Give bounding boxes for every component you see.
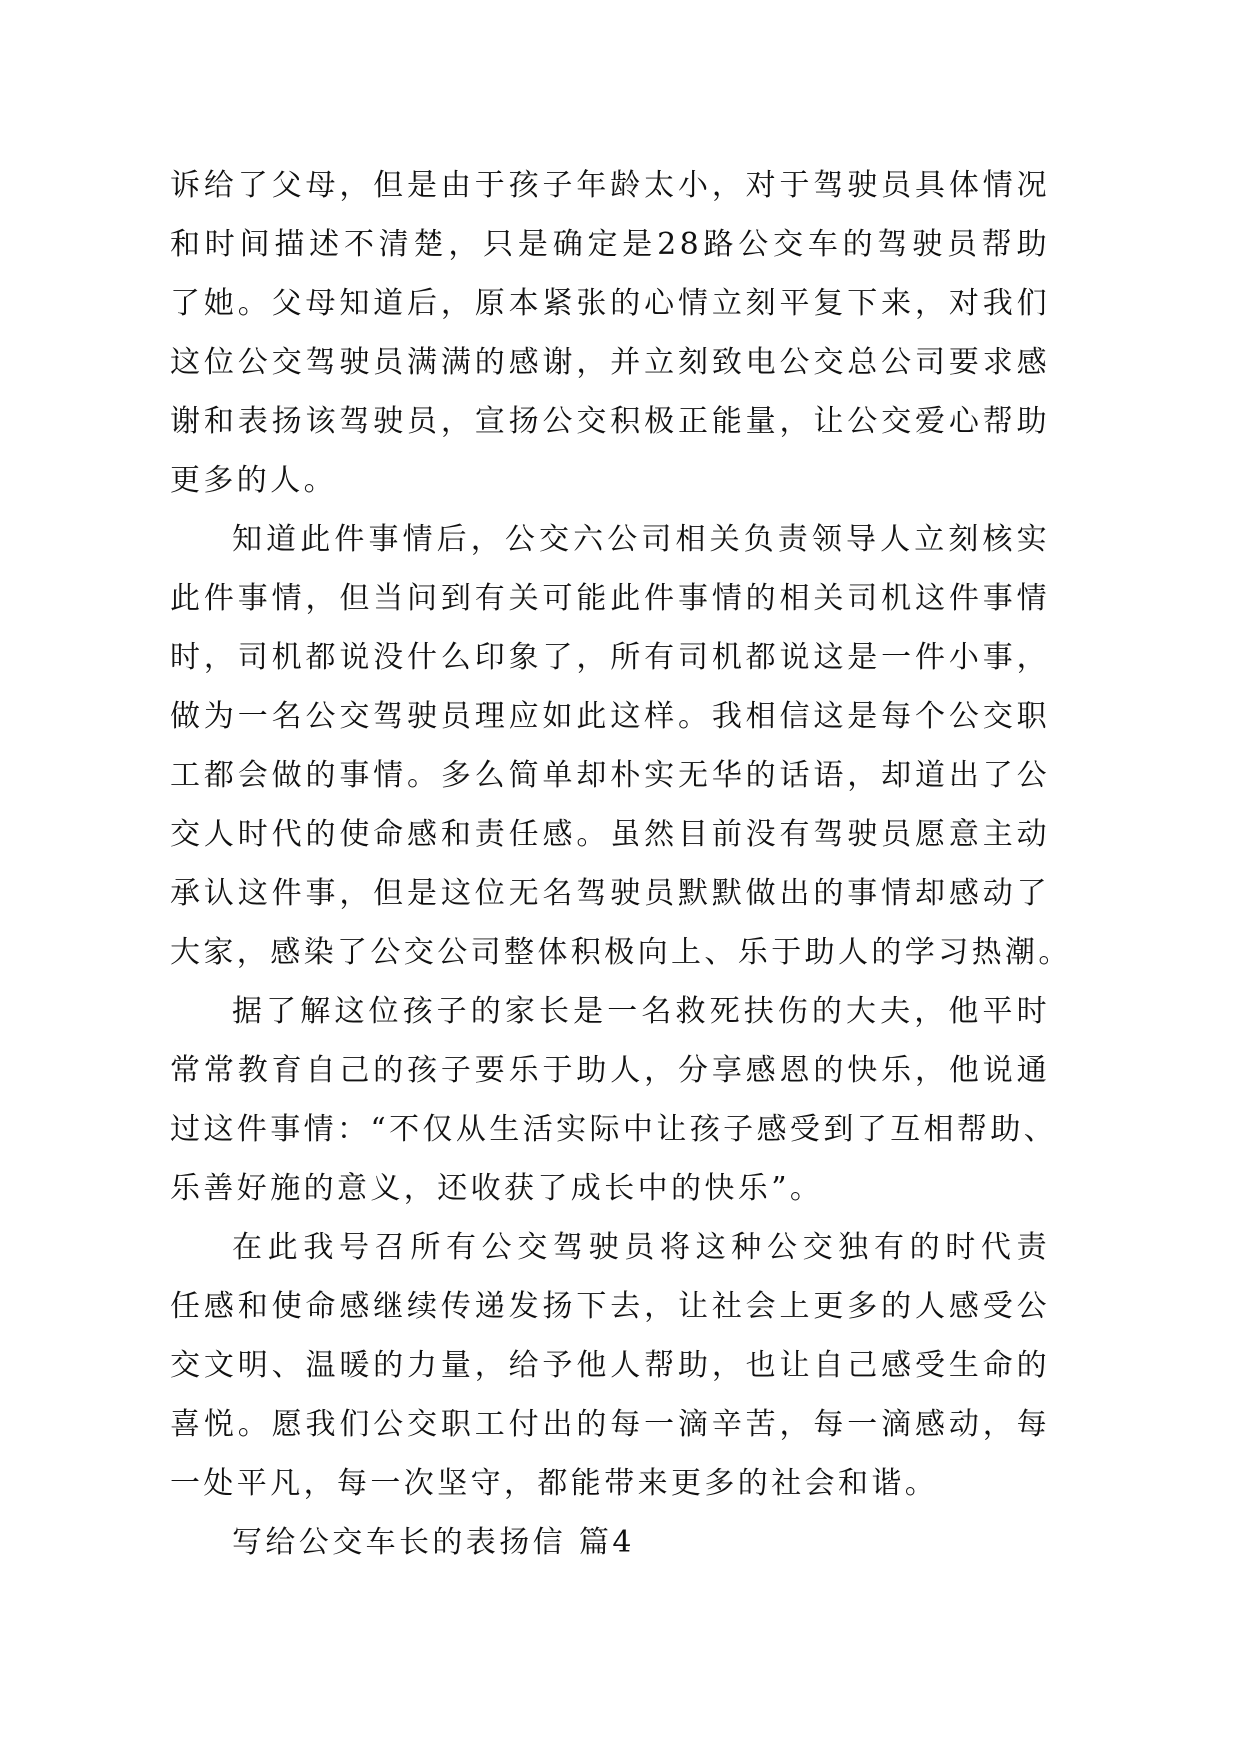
- text-line: 过这件事情：“不仅从生活实际中让孩子感受到了互相帮助、: [170, 1112, 1058, 1147]
- text-line: 诉给了父母，但是由于孩子年龄太小，对于驾驶员具体情况: [170, 168, 1050, 203]
- text-line: 喜悦。愿我们公交职工付出的每一滴辛苦，每一滴感动，每: [170, 1407, 1050, 1442]
- text-line: 任感和使命感继续传递发扬下去，让社会上更多的人感受公: [170, 1289, 1050, 1324]
- text-line: 谢和表扬该驾驶员，宣扬公交积极正能量，让公交爱心帮助: [170, 404, 1050, 439]
- section-heading-text: 写给公交车长的表扬信 篇4: [232, 1525, 635, 1560]
- text-line: 这位公交驾驶员满满的感谢，并立刻致电公交总公司要求感: [170, 345, 1050, 380]
- text-line: 和时间描述不清楚，只是确定是28路公交车的驾驶员帮助: [170, 227, 1050, 262]
- text-line: 大家，感染了公交公司整体积极向上、乐于助人的学习热潮。: [170, 935, 1072, 970]
- text-line: 此件事情，但当问到有关可能此件事情的相关司机这件事情: [170, 581, 1050, 616]
- text-line: 在此我号召所有公交驾驶员将这种公交独有的时代责: [232, 1230, 1050, 1265]
- text-line: 做为一名公交驾驶员理应如此这样。我相信这是每个公交职: [170, 699, 1050, 734]
- document-body: [170, 156, 1072, 1572]
- text-line: 工都会做的事情。多么简单却朴实无华的话语，却道出了公: [170, 758, 1050, 793]
- paragraph-continuation: [170, 156, 1050, 510]
- text-line: 一处平凡，每一次坚守，都能带来更多的社会和谐。: [170, 1466, 939, 1501]
- text-line: 据了解这位孩子的家长是一名救死扶伤的大夫，他平时: [232, 994, 1050, 1029]
- text-line: 知道此件事情后，公交六公司相关负责领导人立刻核实: [232, 522, 1050, 557]
- text-line: 交文明、温暖的力量，给予他人帮助，也让自己感受生命的: [170, 1348, 1050, 1383]
- text-line: 了她。父母知道后，原本紧张的心情立刻平复下来，对我们: [170, 286, 1050, 321]
- paragraph-parent-quote: [170, 982, 1058, 1218]
- text-line: 更多的人。: [170, 463, 337, 498]
- text-line: 乐善好施的意义，还收获了成长中的快乐”。: [170, 1171, 824, 1206]
- paragraph-call-to-action: [170, 1218, 1050, 1513]
- text-line: 常常教育自己的孩子要乐于助人，分享感恩的快乐，他说通: [170, 1053, 1050, 1088]
- section-heading: [170, 1513, 1050, 1572]
- text-line: 交人时代的使命感和责任感。虽然目前没有驾驶员愿意主动: [170, 817, 1050, 852]
- text-line: 承认这件事，但是这位无名驾驶员默默做出的事情却感动了: [170, 876, 1050, 911]
- paragraph-verification: [170, 510, 1072, 982]
- text-line: 时，司机都说没什么印象了，所有司机都说这是一件小事，: [170, 640, 1050, 675]
